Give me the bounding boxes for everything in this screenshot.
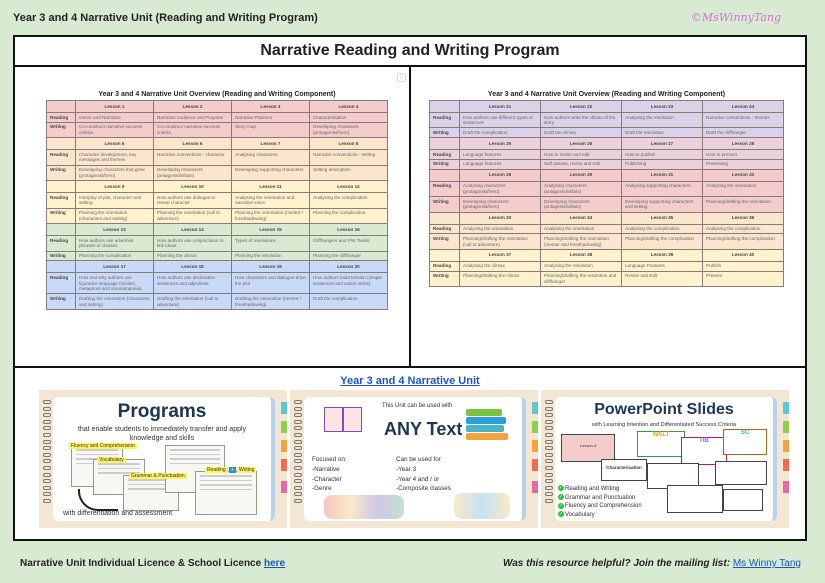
blank-cell — [47, 261, 76, 273]
page-title: Year 3 and 4 Narrative Unit (Reading and Writing Program) — [13, 12, 318, 24]
lesson-header: Lesson 4 — [310, 101, 388, 113]
lesson-header: Lesson 18 — [154, 261, 232, 273]
writing-cell: Story map — [232, 122, 310, 137]
writing-label: Writing — [47, 208, 76, 223]
mailing-list-note: Was this resource helpful? Join the mailing list: Ms Winny Tang — [502, 558, 801, 569]
reading-cell: Analysing the complication — [310, 193, 388, 208]
lesson-header-row — [430, 138, 784, 150]
reading-row — [47, 193, 388, 208]
writing-cell: Developing characters (antagonist/villain) — [154, 165, 232, 180]
reading-label: Reading — [47, 150, 76, 165]
can-be-used-list: Can be used for -Year 3 -Year 4 and / or -Composite classes — [396, 456, 451, 493]
lesson-header: Lesson 20 — [310, 261, 388, 273]
writing-cell: Revise and Edit — [622, 271, 703, 286]
lesson-header: Lesson 13 — [76, 224, 154, 236]
reading-label: Reading — [430, 181, 460, 196]
reading-cell: How authors use conjunctions to link ideas — [154, 236, 232, 251]
spiral-binding — [294, 400, 304, 506]
lesson-header-row — [47, 181, 388, 193]
writing-cell: Presenting — [703, 159, 784, 169]
blank-cell — [47, 101, 76, 113]
lesson-header-row — [47, 138, 388, 150]
writing-cell: Planning the orientation (characters and setting) — [76, 208, 154, 223]
slide-characterisation: Characterisation — [601, 459, 647, 481]
lesson-header: Lesson 10 — [154, 181, 232, 193]
writing-cell: Self assess, revise and edit — [541, 159, 622, 169]
writing-cell: Draft the resolution — [622, 128, 703, 138]
reading-cell: Characterisation — [310, 113, 388, 123]
programs-subtitle: that enable students to immediately transfer and apply knowledge and skills — [77, 426, 247, 443]
reading-cell: Analysing the orientation — [703, 181, 784, 196]
lesson-header-row — [430, 249, 784, 261]
lesson-header: Lesson 3 — [232, 101, 310, 113]
reading-cell: How to present — [703, 150, 784, 160]
children-illustration — [324, 495, 404, 519]
writing-row — [430, 271, 784, 286]
book-stack-icon — [466, 409, 508, 441]
writing-cell: Planning the climax — [154, 251, 232, 261]
slide-preview-3 — [667, 485, 723, 513]
lesson-header: Lesson 11 — [232, 181, 310, 193]
writing-cell: Planning/drafting the orientation — [703, 197, 784, 212]
unit-link[interactable]: Year 3 and 4 Narrative Unit — [340, 375, 480, 387]
writing-cell: Draft the complication — [310, 294, 388, 309]
notebook-tabs — [783, 402, 789, 500]
reading-row — [430, 224, 784, 234]
lesson-header: Lesson 35 — [622, 212, 703, 224]
lesson-header: Lesson 32 — [703, 169, 784, 181]
lesson-header: Lesson 22 — [541, 101, 622, 113]
notebook-page — [53, 397, 275, 521]
frame-heading: Narrative Reading and Writing Program — [15, 37, 805, 67]
writing-row — [430, 197, 784, 212]
program-frame — [13, 35, 807, 541]
check-icon: ✓ — [558, 502, 564, 509]
blank-cell — [47, 224, 76, 236]
promo-section — [15, 368, 805, 537]
writing-label: Writing — [430, 271, 460, 286]
reading-cell: Character development, key messages and themes — [76, 150, 154, 165]
reading-row — [430, 113, 784, 128]
programs-footer: with differentiation and assessment — [63, 510, 173, 517]
reading-label: Reading — [430, 224, 460, 234]
curved-arrow-icon — [78, 489, 118, 511]
writing-cell: Planning the cliffhanger — [310, 251, 388, 261]
slides-checklist: ✓ Reading and Writing ✓ Grammar and Punctuation ✓ Fluency and Comprehension ✓ Vocabulary — [558, 485, 642, 519]
writing-cell: Drafting the orientation (mentor / foreshadowing) — [232, 294, 310, 309]
lesson-header: Lesson 31 — [622, 169, 703, 181]
spiral-binding — [43, 400, 53, 506]
notebook-page — [555, 397, 777, 521]
writing-cell: Planning the complication — [310, 208, 388, 223]
writing-label: Writing — [47, 294, 76, 309]
lesson-header: Lesson 36 — [703, 212, 784, 224]
reading-cell: Analysing supporting characters — [622, 181, 703, 196]
reading-cell: Genre and Narrative — [76, 113, 154, 123]
blank-cell — [430, 138, 460, 150]
blank-cell — [47, 181, 76, 193]
overview-right-panel — [411, 67, 805, 366]
writing-cell: Draft the complication — [460, 128, 541, 138]
writing-cell: Developing characters (antagonist/villain) — [541, 197, 622, 212]
lesson-header: Lesson 29 — [460, 169, 541, 181]
writing-cell: Developing supporting characters — [232, 165, 310, 180]
overview-left-table — [46, 100, 388, 310]
reading-cell: Analysing the orientation — [460, 224, 541, 234]
lesson-header: Lesson 37 — [460, 249, 541, 261]
lesson-header: Lesson 17 — [76, 261, 154, 273]
focused-on-list: Focused on: -Narrative -Character -Genre — [312, 456, 347, 493]
any-text-card[interactable] — [290, 390, 538, 528]
reading-cell: Language Features — [622, 261, 703, 271]
writing-cell: Developing characters (protagonist/hero) — [460, 197, 541, 212]
reading-cell: Narrative Audience and Purpose — [154, 113, 232, 123]
overview-right-title: Year 3 and 4 Narrative Unit Overview (Reading and Writing Component) — [487, 91, 726, 98]
writing-cell: Language features — [460, 159, 541, 169]
reading-row — [430, 261, 784, 271]
writing-cell: Developing supporting characters and setting — [622, 197, 703, 212]
lesson-header: Lesson 26 — [541, 138, 622, 150]
writing-cell: Planning the resolution — [232, 251, 310, 261]
programs-title: Programs — [117, 401, 207, 422]
reading-cell: Analysing the complication — [622, 224, 703, 234]
licence-link[interactable]: here — [263, 558, 286, 569]
blank-cell — [430, 101, 460, 113]
writing-cell: Planning/drafting the resolution and cliffhanger — [541, 271, 622, 286]
reading-cell: Narrative conventions - character — [154, 150, 232, 165]
slide-lesson: Lesson 4 — [561, 434, 615, 462]
reading-cell: Analysing the orientation — [541, 224, 622, 234]
writing-cell: Publishing — [622, 159, 703, 169]
reading-cell: Narrative conventions - themes — [703, 113, 784, 128]
program-preview-5 — [195, 471, 257, 515]
tag-grammar: Grammar & Punctuation — [131, 473, 185, 479]
lesson-header-row — [47, 224, 388, 236]
lesson-header: Lesson 5 — [76, 138, 154, 150]
overview-left-title: Year 3 and 4 Narrative Unit Overview (Reading and Writing Component) — [98, 91, 336, 98]
reading-cell: How authors write the climax of the story — [541, 113, 622, 128]
reading-cell: How and why authors use figurative language (similes, metaphors and onomatopoeia) — [76, 273, 154, 294]
writing-row — [47, 208, 388, 223]
writing-row — [430, 234, 784, 249]
writing-cell: Planning the orientation (mentor / foreshadowing) — [232, 208, 310, 223]
mailing-list-link[interactable]: Ms Winny Tang — [732, 558, 801, 569]
lesson-header: Lesson 34 — [541, 212, 622, 224]
lesson-header: Lesson 27 — [622, 138, 703, 150]
lesson-header-row — [430, 212, 784, 224]
reading-cell: How authors build tension (simple sentences and action verbs) — [310, 273, 388, 294]
reading-cell: How characters and dialogue drive the plot — [232, 273, 310, 294]
writing-row — [430, 128, 784, 138]
writing-label: Writing — [47, 165, 76, 180]
overview-right-table — [429, 100, 784, 287]
lesson-header: Lesson 21 — [460, 101, 541, 113]
blank-cell — [430, 212, 460, 224]
reading-row — [47, 236, 388, 251]
notebook-tabs — [532, 402, 538, 500]
writing-cell: Planning the orientation (call to adventure) — [154, 208, 232, 223]
writing-row — [430, 159, 784, 169]
reading-row — [47, 273, 388, 294]
reading-cell: Analysing characters (protagonist/hero) — [460, 181, 541, 196]
lesson-header: Lesson 9 — [76, 181, 154, 193]
lesson-header: Lesson 12 — [310, 181, 388, 193]
lesson-header: Lesson 7 — [232, 138, 310, 150]
powerpoint-card[interactable] — [541, 390, 789, 528]
tag-reading: Reading — [207, 467, 226, 473]
reading-cell: Language features — [460, 150, 541, 160]
any-text-headline: ANY Text — [384, 419, 463, 439]
lesson-header: Lesson 23 — [622, 101, 703, 113]
writing-cell: Setting description — [310, 165, 388, 180]
tag-vocabulary: Vocabulary — [99, 457, 124, 463]
reading-cell: Publish — [703, 261, 784, 271]
reading-cell: Narrative conventions - setting — [310, 150, 388, 165]
lesson-header-row — [430, 169, 784, 181]
writing-label: Writing — [47, 251, 76, 261]
writing-cell: Drafting the orientation (characters and setting) — [76, 294, 154, 309]
writing-row — [47, 122, 388, 137]
check-icon: ✓ — [558, 511, 564, 518]
writing-cell: Drafting the orientation (call to adventure) — [154, 294, 232, 309]
lesson-header: Lesson 15 — [232, 224, 310, 236]
lesson-header: Lesson 2 — [154, 101, 232, 113]
lesson-header: Lesson 19 — [232, 261, 310, 273]
spiral-binding — [545, 400, 555, 506]
reading-cell: Analysing the resolution — [622, 113, 703, 128]
reading-label: Reading — [430, 261, 460, 271]
overview-left-table-wrap — [46, 84, 388, 310]
slide-sc: SC — [723, 429, 767, 455]
blank-cell — [47, 138, 76, 150]
lesson-header: Lesson 30 — [541, 169, 622, 181]
tag-writing: Writing — [239, 467, 255, 473]
writing-cell: Planning/drafting the complication — [622, 234, 703, 249]
writing-cell: Planning/drafting the orientation (mentor and foreshadowing) — [541, 234, 622, 249]
lesson-header: Lesson 33 — [460, 212, 541, 224]
promo-cards — [15, 390, 805, 528]
writing-row — [47, 294, 388, 309]
writing-label: Writing — [430, 159, 460, 169]
classroom-illustration — [454, 493, 510, 519]
licence-note: Narrative Unit Individual Licence & School Licence here — [20, 558, 286, 569]
reading-cell: Analysing the orientation and narrative voice — [232, 193, 310, 208]
reading-cell: How to publish — [622, 150, 703, 160]
slide-preview-2 — [715, 461, 767, 485]
writing-cell: Planning/drafting the complication — [703, 234, 784, 249]
overview-left-panel — [15, 67, 411, 366]
lesson-header: Lesson 16 — [310, 224, 388, 236]
lesson-header: Lesson 38 — [541, 249, 622, 261]
reading-cell: Analysing characters (antagonist/villain) — [541, 181, 622, 196]
drag-handle-icon[interactable]: ⠿ — [397, 73, 406, 82]
reading-label: Reading — [47, 193, 76, 208]
reading-row — [430, 150, 784, 160]
reading-cell: How authors use declarative sentences and adjectives — [154, 273, 232, 294]
writing-cell: Co-construct narrative success criteria — [154, 122, 232, 137]
lesson-header: Lesson 25 — [460, 138, 541, 150]
lesson-header: Lesson 14 — [154, 224, 232, 236]
reading-cell: Analysing the complication — [703, 224, 784, 234]
tag-fluency: Fluency and Comprehension — [71, 443, 135, 449]
writing-cell: Developing characters (protagonist/hero) — [310, 122, 388, 137]
writing-row — [47, 165, 388, 180]
notebook-tabs — [281, 402, 287, 500]
open-book-icon — [322, 405, 364, 435]
writing-cell: Developing characters that grow (protagonist/hero) — [76, 165, 154, 180]
writing-cell: Draft the climax — [541, 128, 622, 138]
slide-tib: TIB — [681, 437, 727, 465]
plus-icon: + — [231, 467, 234, 473]
reading-row — [430, 181, 784, 196]
reading-label: Reading — [47, 236, 76, 251]
lesson-header: Lesson 1 — [76, 101, 154, 113]
check-icon: ✓ — [558, 485, 564, 492]
slides-subtitle: with Learning Intention and Differentiated Success Criteria — [591, 422, 737, 428]
lesson-header-row — [47, 101, 388, 113]
reading-cell: How authors use dialogue to reveal character — [154, 193, 232, 208]
reading-cell: Interplay of plot, character and setting — [76, 193, 154, 208]
reading-cell: How to revise and edit — [541, 150, 622, 160]
reading-cell: Analysing the resolution — [541, 261, 622, 271]
lesson-header: Lesson 24 — [703, 101, 784, 113]
lesson-header: Lesson 39 — [622, 249, 703, 261]
writing-label: Writing — [430, 197, 460, 212]
writing-cell: Planning/drafting the climax — [460, 271, 541, 286]
lesson-header: Lesson 40 — [703, 249, 784, 261]
writing-cell: Present — [703, 271, 784, 286]
slide-walt: WALT — [637, 431, 685, 457]
blank-cell — [430, 169, 460, 181]
lesson-header-row — [430, 101, 784, 113]
reading-cell: Narrative Patterns — [232, 113, 310, 123]
reading-row — [47, 113, 388, 123]
reading-label: Reading — [47, 273, 76, 294]
writing-label: Writing — [430, 128, 460, 138]
reading-label: Reading — [430, 150, 460, 160]
writing-cell: Planning/drafting the orientation (call to adventure) — [460, 234, 541, 249]
slides-title: PowerPoint Slides — [594, 401, 734, 418]
writing-cell: Co-construct narrative success criteria — [76, 122, 154, 137]
notebook-page — [304, 397, 526, 521]
any-text-intro: This Unit can be used with — [382, 403, 453, 409]
lesson-header: Lesson 6 — [154, 138, 232, 150]
lesson-header: Lesson 8 — [310, 138, 388, 150]
reading-cell: Analysing characters — [232, 150, 310, 165]
slide-preview-4 — [723, 489, 763, 511]
lesson-header-row — [47, 261, 388, 273]
writing-row — [47, 251, 388, 261]
reading-cell: Types of resolutions — [232, 236, 310, 251]
writing-label: Writing — [47, 122, 76, 137]
lesson-header: Lesson 28 — [703, 138, 784, 150]
overview-right-table-wrap — [429, 84, 784, 287]
reading-row — [47, 150, 388, 165]
reading-cell: Cliffhangers and Plot Twists — [310, 236, 388, 251]
check-icon: ✓ — [558, 494, 564, 501]
writing-cell: Draft the cliffhanger — [703, 128, 784, 138]
overview-row — [15, 67, 805, 368]
programs-card[interactable] — [39, 390, 287, 528]
reading-cell: How authors use different types of sentences — [460, 113, 541, 128]
reading-cell: How authors use adverbial phrases or clauses — [76, 236, 154, 251]
copyright-mark: ©MsWinnyTang — [690, 11, 781, 24]
blank-cell — [430, 249, 460, 261]
reading-label: Reading — [47, 113, 76, 123]
writing-cell: Planning the complication — [76, 251, 154, 261]
reading-cell: Analysing the climax — [460, 261, 541, 271]
reading-label: Reading — [430, 113, 460, 128]
writing-label: Writing — [430, 234, 460, 249]
